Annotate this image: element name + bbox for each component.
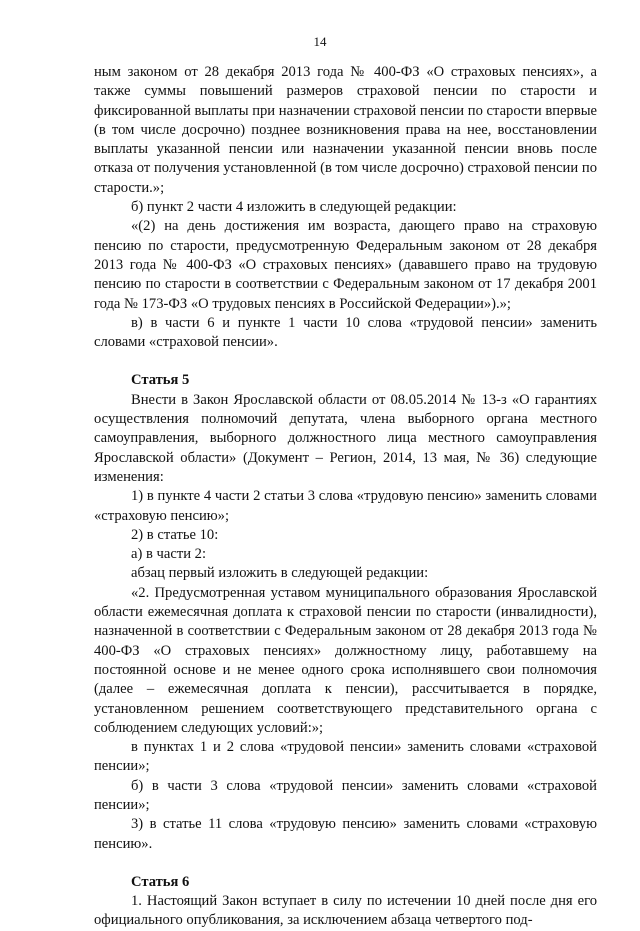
paragraph: б) в части 3 слова «трудовой пенсии» заменить словами «страховой пенсии»; — [94, 777, 597, 813]
paragraph: б) пункт 2 части 4 изложить в следующей редакции: — [131, 199, 457, 216]
paragraph: 1. Настоящий Закон вступает в силу по истечении 10 дней после дня его официального опубликования, за исключением абзаца четвертого под- — [94, 893, 597, 929]
paragraph: 2) в статье 10: — [131, 526, 219, 543]
page-number: 14 — [313, 34, 327, 49]
paragraph: ным законом от 28 декабря 2013 года № 400-ФЗ «О страховых пенсиях», а также суммы повышений размеров страховой пенсии по старости и фиксированной выплаты при назначении страховой пенсии по старости впервые (в том числе досрочно) позднее возникновения права на нее, восстановлении выплаты указанной пенсии или назначении указанной пенсии вновь после отказа от получения установленной (в том числе досрочно) страховой пенсии по старости.»; — [94, 64, 597, 196]
paragraph: 1) в пункте 4 части 2 статьи 3 слова «трудовую пенсию» заменить словами «страховую пенсию»; — [94, 488, 597, 524]
paragraph: «(2) на день достижения им возраста, дающего право на страховую пенсию по старости, предусмотренную Федеральным законом от 28 декабря 2013 года № 400-ФЗ «О страховых пенсиях» (дававшего право на трудовую пенсию по старости в соответствии с Федеральным законом от 17 декабря 2001 года № 173-ФЗ «О трудовых пенсиях в Российской Федерации»).»; — [94, 218, 597, 312]
paragraph: Внести в Закон Ярославской области от 08.05.2014 № 13-з «О гарантиях осуществления полномочий депутата, члена выборного органа местного самоуправления, выборного должностного лица местного самоуправления Ярославской области» (Документ – Регион, 2014, 13 мая, № 36) следующие изменения: — [94, 391, 597, 485]
paragraph: 3) в статье 11 слова «трудовую пенсию» заменить словами «страховую пенсию». — [94, 816, 597, 852]
spacer — [94, 352, 597, 371]
paragraph: в пунктах 1 и 2 слова «трудовой пенсии» заменить словами «страховой пенсии»; — [94, 739, 597, 775]
spacer — [94, 854, 597, 873]
article-5-title: Статья 5 — [131, 372, 190, 389]
article-6-title: Статья 6 — [131, 873, 190, 890]
paragraph: абзац первый изложить в следующей редакции: — [131, 565, 429, 582]
paragraph: «2. Предусмотренная уставом муниципального образования Ярославской области ежемесячная доплата к страховой пенсии по старости (инвалидности), назначенной в соответствии с Федеральным законом от 28 декабря 2013 года № 400-ФЗ «О страховых пенсиях» должностному лицу, работавшему на постоянной основе и не менее одного срока исполнявшего свои полномочия (далее – ежемесячная доплата к пенсии), рассчитывается в порядке, установленном решением соответствующего представительного органа с соблюдением следующих условий:»; — [94, 584, 597, 736]
document-body — [94, 63, 597, 931]
paragraph: а) в части 2: — [131, 546, 207, 563]
paragraph: в) в части 6 и пункте 1 части 10 слова «трудовой пенсии» заменить словами «страховой пенсии». — [94, 314, 597, 351]
